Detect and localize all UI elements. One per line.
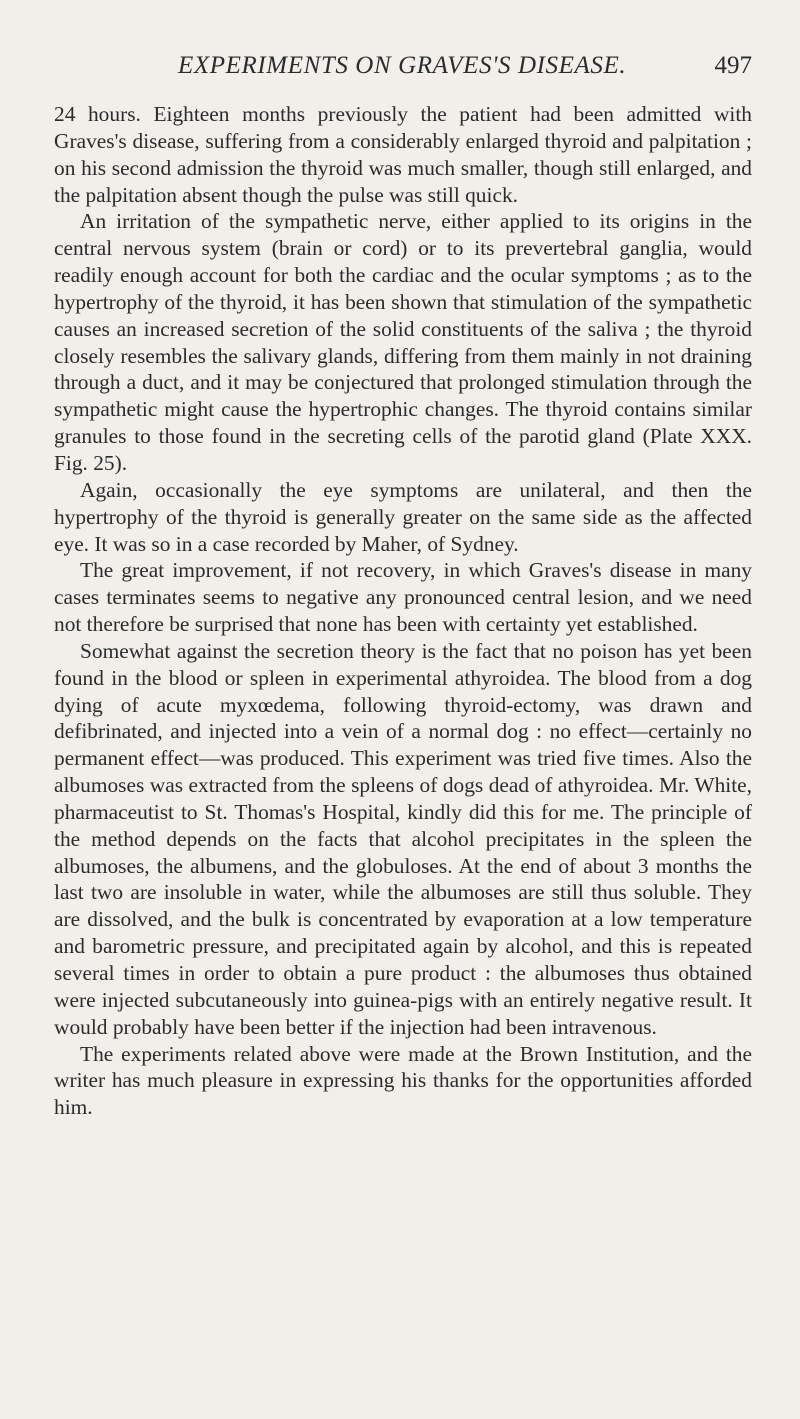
paragraph-sympathetic-irritation: An irritation of the sympathetic nerve, either applied to its origins in the central nervous system (brain or cord) or to its prevertebral ganglia, would readily enough account for both the cardiac and the ocular symptoms ; as to the hypertrophy of the thyroid, it has been shown that stimulation of the sympathetic causes an increased secretion of the solid constituents of the saliva ; the thyroid closely resembles the salivary glands, differing from them mainly in not draining through a duct, and it may be conjectured that prolonged stimulation through the sympathetic might cause the hypertrophic changes. The thyroid contains similar granules to those found in the secreting cells of the parotid gland (Plate XXX. Fig. 25). (54, 209, 752, 475)
body-text (54, 101, 752, 1121)
page-number: 497 (714, 52, 752, 79)
paragraph-secretion-theory: Somewhat against the secretion theory is the fact that no poison has yet been found in the blood or spleen in experimental athyroidea. The blood from a dog dying of acute myxœdema, following thyroid-ectomy, was drawn and defibrinated, and injected into a vein of a normal dog : no effect—certainly no permanent effect—was produced. This experiment was tried five times. Also the albumoses was extracted from the spleens of dogs dead of athyroidea. Mr. White, pharmaceutist to St. Thomas's Hospital, kindly did this for me. The principle of the method depends on the facts that alcohol precipitates in the spleen the albumoses, the albumens, and the globuloses. At the end of about 3 months the last two are insoluble in water, while the albumoses are still thus soluble. They are dissolved, and the bulk is concentrated by evaporation at a low temperature and barometric pressure, and precipitated again by alcohol, and this is repeated several times in order to obtain a pure product : the albumoses thus obtained were injected subcutaneously into guinea-pigs with an entirely negative result. It would probably have been better if the injection had been intravenous. (54, 638, 752, 1039)
running-head: EXPERIMENTS ON GRAVES'S DISEASE. (178, 52, 627, 79)
page-header (60, 52, 752, 92)
paragraph-unilateral-symptoms: Again, occasionally the eye symptoms are unilateral, and then the hypertrophy of the thyroid is generally greater on the same side as the affected eye. It was so in a case recorded by Maher, of Sydney. (54, 477, 752, 556)
paragraph-continuation: 24 hours. Eighteen months previously the patient had been admitted with Graves's disease, suffering from a considerably enlarged thyroid and palpitation ; on his second admission the thyroid was much smaller, though still enlarged, and the palpitation absent though the pulse was still quick. (54, 102, 752, 207)
paragraph-acknowledgement: The experiments related above were made at the Brown Institution, and the writer has much pleasure in expressing his thanks for the opportunities afforded him. (54, 1041, 752, 1120)
paragraph-recovery: The great improvement, if not recovery, in which Graves's disease in many cases terminates seems to negative any pronounced central lesion, and we need not therefore be surprised that none has been with certainty yet established. (54, 558, 752, 637)
